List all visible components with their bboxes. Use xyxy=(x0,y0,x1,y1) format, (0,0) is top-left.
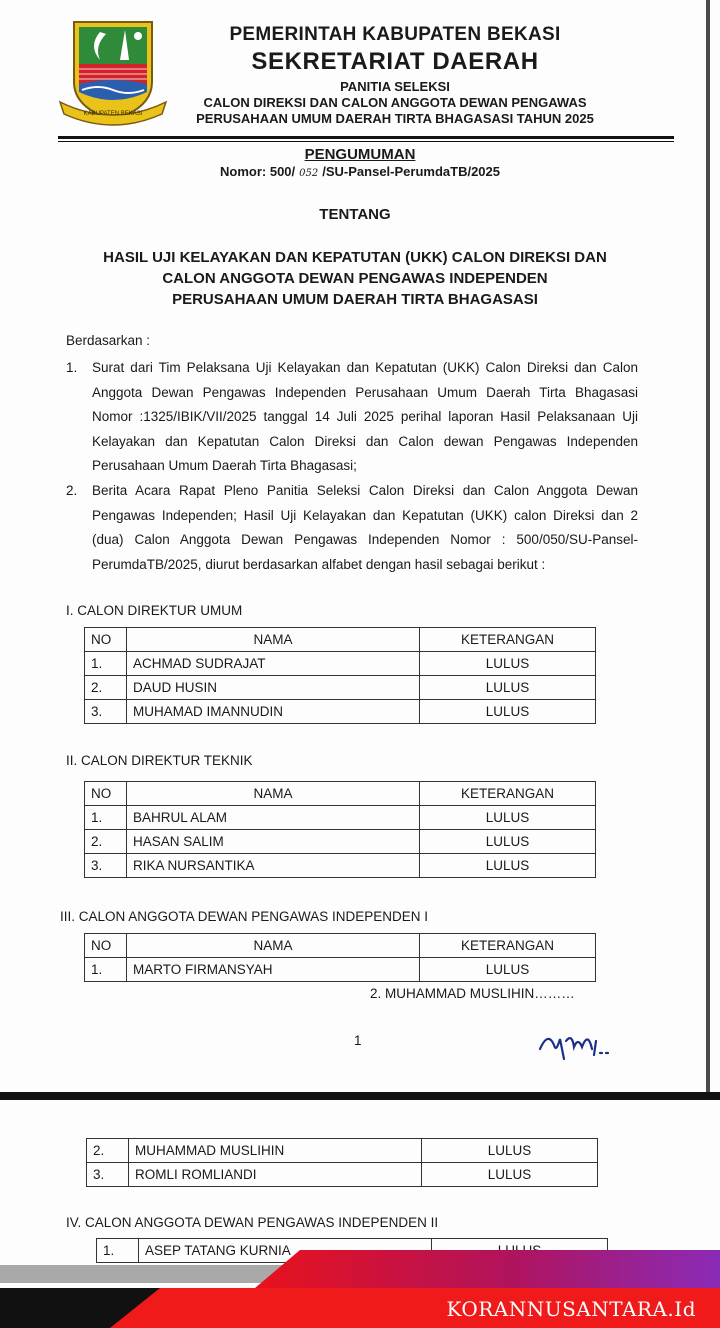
table-row: 3. ROMLI ROMLIANDI LULUS xyxy=(87,1163,598,1187)
header-committee-scope: CALON DIREKSI DAN CALON ANGGOTA DEWAN PENGAWAS xyxy=(203,95,587,110)
header-secretariat: SEKRETARIAT DAERAH xyxy=(251,48,539,75)
table-row: 1. MARTO FIRMANSYAH LULUS xyxy=(85,958,596,982)
table-row: 1. ACHMAD SUDRAJAT LULUS xyxy=(85,652,596,676)
header-committee: PANITIA SELEKSI xyxy=(340,79,450,94)
brand-watermark: KORANNUSANTARA.Id xyxy=(446,1297,696,1321)
table-row: 2. HASAN SALIM LULUS xyxy=(85,830,596,854)
table-header-row: NO NAMA KETERANGAN xyxy=(85,782,596,806)
table-row: 1. ASEP TATANG KURNIA xyxy=(97,1239,608,1263)
announcement-number: Nomor: 500/ 052 /SU-Pansel-PerumdaTB/2025 xyxy=(220,164,500,179)
tentang-heading: TENTANG xyxy=(319,206,391,223)
announcement-subject: HASIL UJI KELAYAKAN DAN KEPATUTAN (UKK) CALON DIREKSI DAN CALON ANGGOTA DEWAN PENGAWAS INDEPENDEN PERUSAHAAN UMUM DAERAH TIRTA BHAGASASI xyxy=(103,249,607,308)
paraf-signature-icon xyxy=(538,1025,618,1065)
section-title-direktur-teknik: II. CALON DIREKTUR TEKNIK xyxy=(66,753,253,768)
header-rule-thin xyxy=(58,141,674,142)
berdasarkan-label: Berdasarkan : xyxy=(66,333,151,348)
announcement-title: PENGUMUMAN xyxy=(304,146,416,163)
table-row: 2. MUHAMMAD MUSLIHIN LULUS xyxy=(87,1139,598,1163)
section-title-dewan-pengawas-2: IV. CALON ANGGOTA DEWAN PENGAWAS INDEPENDEN II xyxy=(66,1215,439,1230)
scan-edge-shadow xyxy=(706,0,710,1100)
basis-item-2: 2. Berita Acara Rapat Pleno Panitia Seleksi Calon Direksi dan Calon Anggota Dewan Pengawas Independen; Hasil Uji Kelayakan dan Kepatutan (UKK) calon Direksi dan 2 (dua) Calon Anggota Dewan Pengawas Independen Nomor : 500/050/SU-Pansel-PerumdaTB/2025, diurut berdasarkan alfabet dengan hasil sebagai berikut : xyxy=(66,483,638,572)
page-break-divider xyxy=(0,1092,720,1100)
table-row: 2. DAUD HUSIN LULUS xyxy=(85,676,596,700)
table-row: 3. MUHAMAD IMANNUDIN LULUS xyxy=(85,700,596,724)
continuation-note: 2. MUHAMMAD MUSLIHIN……… xyxy=(370,986,575,1001)
table-dewan-pengawas-1 xyxy=(84,933,596,982)
basis-item-1: 1. Surat dari Tim Pelaksana Uji Kelayakan dan Kepatutan (UKK) Calon Direksi dan Calon Anggota Dewan Pengawas Independen Perusahaan Umum Daerah Tirta Bhagasasi Nomor :1325/IBIK/VII/2025 tanggal 14 Juli 2025 perihal laporan Hasil Pelaksanaan Uji Kelayakan dan Kepatutan Calon Direksi dan Calon dewan Pengawas Independen Perusahaan Umum Daerah Tirta Bhagasasi; xyxy=(66,360,638,473)
page-number: 1 xyxy=(354,1033,362,1048)
logo-banner-text: KABUPATEN BEKASI xyxy=(83,111,143,117)
table-dewan-pengawas-1-continued xyxy=(86,1138,598,1187)
handwritten-number: 052 xyxy=(299,168,319,179)
header-government: PEMERINTAH KABUPATEN BEKASI xyxy=(229,24,561,45)
table-row: 1. BAHRUL ALAM LULUS xyxy=(85,806,596,830)
section-title-dewan-pengawas-1: III. CALON ANGGOTA DEWAN PENGAWAS INDEPENDEN I xyxy=(60,909,429,924)
table-direktur-teknik xyxy=(84,781,596,878)
table-header-row: NO NAMA KETERANGAN xyxy=(85,628,596,652)
header-rule-thick xyxy=(58,136,674,139)
kabupaten-bekasi-emblem-icon xyxy=(58,16,168,128)
table-row: 3. RIKA NURSANTIKA LULUS xyxy=(85,854,596,878)
section-title-direktur-umum: I. CALON DIREKTUR UMUM xyxy=(66,603,243,618)
header-company: PERUSAHAAN UMUM DAERAH TIRTA BHAGASASI TAHUN 2025 xyxy=(196,111,594,126)
table-header-row: NO NAMA KETERANGAN xyxy=(85,934,596,958)
table-direktur-umum xyxy=(84,627,596,724)
